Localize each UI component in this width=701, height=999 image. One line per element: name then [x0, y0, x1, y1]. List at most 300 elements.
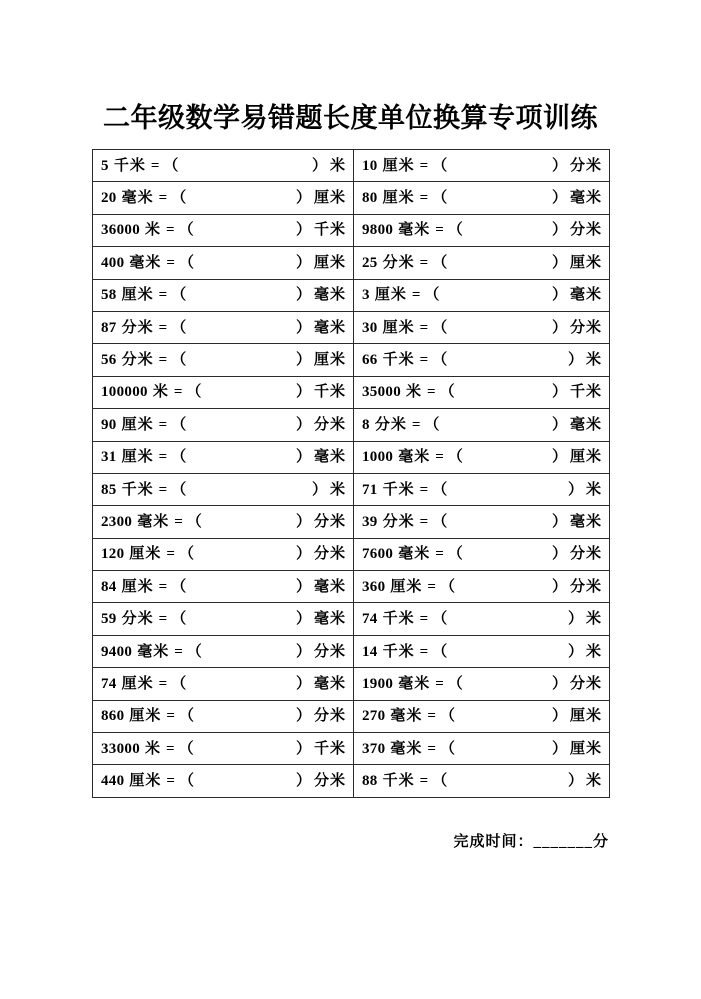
to-unit: 分米 [569, 578, 602, 595]
problem-value: 2300 [101, 513, 133, 530]
table-row [93, 733, 610, 765]
expression-head [101, 319, 186, 337]
problem-cell-left[interactable] [93, 344, 354, 376]
problem-cell-left[interactable] [93, 279, 354, 311]
expression-head [362, 740, 455, 758]
from-unit: 毫米 [398, 222, 431, 239]
expression-head [101, 513, 202, 531]
problem-cell-right[interactable] [354, 182, 610, 214]
problem-value: 59 [101, 611, 117, 628]
problem-expression [101, 643, 346, 661]
answer-blank-close-paren: ） [295, 416, 311, 433]
table-row [93, 473, 610, 505]
equals-sign: = [166, 773, 175, 790]
answer-blank-close-paren: ） [567, 773, 583, 790]
answer-blank-open-paren: （ [432, 254, 448, 271]
answer-blank-open-paren: （ [178, 708, 194, 725]
from-unit: 分米 [121, 611, 154, 628]
from-unit: 厘米 [390, 578, 423, 595]
problem-value: 10 [362, 157, 378, 174]
problem-value: 440 [101, 773, 125, 790]
expression-tail [552, 578, 602, 596]
answer-blank-open-paren: （ [439, 578, 455, 595]
to-unit: 厘米 [313, 190, 346, 207]
problem-cell-left[interactable] [93, 506, 354, 538]
problem-cell-left[interactable] [93, 635, 354, 667]
equals-sign: = [166, 708, 175, 725]
problem-cell-right[interactable] [354, 506, 610, 538]
problem-cell-right[interactable] [354, 441, 610, 473]
to-unit: 千米 [313, 222, 346, 239]
answer-blank-open-paren: （ [424, 287, 440, 304]
equals-sign: = [419, 190, 429, 207]
expression-tail [296, 610, 346, 628]
answer-blank-close-paren: ） [295, 708, 311, 725]
answer-blank-open-paren: （ [432, 643, 448, 660]
from-unit: 毫米 [398, 449, 431, 466]
expression-head [362, 545, 463, 563]
problem-cell-right[interactable] [354, 311, 610, 343]
answer-blank-open-paren: （ [171, 611, 187, 628]
equals-sign: = [435, 546, 444, 563]
equals-sign: = [174, 513, 183, 530]
table-row [93, 571, 610, 603]
answer-blank-open-paren: （ [171, 287, 187, 304]
answer-blank-open-paren: （ [186, 513, 202, 530]
problem-value: 9800 [362, 222, 394, 239]
expression-tail [568, 351, 602, 369]
problem-expression [101, 221, 346, 239]
problem-value: 35000 [362, 384, 401, 401]
equals-sign: = [166, 222, 175, 239]
to-unit: 毫米 [313, 449, 346, 466]
expression-head [362, 351, 447, 369]
expression-tail [296, 221, 346, 239]
expression-tail [296, 448, 346, 466]
problem-cell-left[interactable] [93, 700, 354, 732]
from-unit: 厘米 [382, 319, 415, 336]
expression-head [101, 772, 194, 790]
answer-blank-open-paren: （ [163, 157, 179, 174]
to-unit: 厘米 [313, 352, 346, 369]
answer-blank-close-paren: ） [551, 157, 567, 174]
expression-head [362, 416, 439, 434]
answer-blank-open-paren: （ [186, 384, 202, 401]
problem-cell-right[interactable] [354, 603, 610, 635]
problem-expression [362, 157, 602, 175]
problem-value: 74 [101, 675, 117, 692]
from-unit: 毫米 [390, 740, 423, 757]
problem-cell-left[interactable] [93, 311, 354, 343]
table-body [93, 150, 610, 798]
from-unit: 厘米 [382, 157, 415, 174]
table-row [93, 603, 610, 635]
problem-cell-left[interactable] [93, 441, 354, 473]
to-unit: 米 [585, 611, 602, 628]
from-unit: 米 [152, 384, 169, 401]
answer-blank-close-paren: ） [551, 708, 567, 725]
problem-cell-left[interactable] [93, 733, 354, 765]
answer-blank-close-paren: ） [295, 449, 311, 466]
from-unit: 厘米 [121, 578, 154, 595]
answer-blank-open-paren: （ [171, 578, 187, 595]
expression-tail [552, 383, 602, 401]
answer-blank-close-paren: ） [551, 254, 567, 271]
conversion-problem-table [92, 149, 610, 798]
expression-head [362, 643, 447, 661]
from-unit: 千米 [113, 157, 146, 174]
from-unit: 分米 [382, 513, 415, 530]
answer-blank-close-paren: ） [551, 190, 567, 207]
problem-expression [362, 351, 602, 369]
equals-sign: = [158, 481, 168, 498]
equals-sign: = [427, 578, 436, 595]
answer-blank-open-paren: （ [178, 254, 194, 271]
problem-expression [101, 189, 346, 207]
problem-cell-left[interactable] [93, 214, 354, 246]
answer-blank-close-paren: ） [295, 773, 311, 790]
problem-value: 20 [101, 190, 117, 207]
answer-blank-close-paren: ） [295, 740, 311, 757]
problem-expression [362, 513, 602, 531]
problem-cell-left[interactable] [93, 668, 354, 700]
answer-blank-open-paren: （ [432, 481, 448, 498]
table-row [93, 441, 610, 473]
equals-sign: = [427, 740, 436, 757]
equals-sign: = [435, 222, 444, 239]
table-row [93, 376, 610, 408]
problem-cell-right[interactable] [354, 279, 610, 311]
expression-tail [296, 643, 346, 661]
problem-value: 270 [362, 708, 386, 725]
problem-expression [362, 189, 602, 207]
answer-blank-close-paren: ） [551, 675, 567, 692]
problem-expression [101, 416, 346, 434]
to-unit: 分米 [569, 319, 602, 336]
problem-value: 30 [362, 319, 378, 336]
to-unit: 厘米 [569, 254, 602, 271]
table-row [93, 182, 610, 214]
expression-head [362, 513, 447, 531]
from-unit: 厘米 [129, 546, 162, 563]
from-unit: 米 [406, 384, 423, 401]
from-unit: 千米 [382, 481, 415, 498]
answer-blank-close-paren: ） [567, 352, 583, 369]
from-unit: 毫米 [137, 643, 170, 660]
problem-cell-right[interactable] [354, 150, 610, 182]
expression-head [101, 448, 186, 466]
expression-head [362, 319, 447, 337]
answer-blank-close-paren: ） [295, 287, 311, 304]
to-unit: 毫米 [569, 190, 602, 207]
answer-blank-open-paren: （ [447, 222, 463, 239]
expression-tail [296, 513, 346, 531]
answer-blank-close-paren: ） [551, 384, 567, 401]
expression-head [362, 675, 463, 693]
to-unit: 厘米 [569, 740, 602, 757]
problem-value: 87 [101, 319, 117, 336]
table-row [93, 409, 610, 441]
answer-blank-open-paren: （ [432, 773, 448, 790]
problem-expression [362, 221, 602, 239]
answer-blank-close-paren: ） [295, 546, 311, 563]
problem-cell-left[interactable] [93, 182, 354, 214]
problem-cell-left[interactable] [93, 765, 354, 797]
expression-head [362, 221, 463, 239]
problem-expression [362, 707, 602, 725]
answer-blank-open-paren: （ [439, 384, 455, 401]
problem-cell-right[interactable] [354, 733, 610, 765]
to-unit: 千米 [313, 384, 346, 401]
to-unit: 毫米 [569, 513, 602, 530]
problem-value: 31 [101, 449, 117, 466]
problem-expression [101, 545, 346, 563]
equals-sign: = [419, 513, 429, 530]
answer-blank-close-paren: ） [551, 222, 567, 239]
answer-blank-open-paren: （ [432, 157, 448, 174]
from-unit: 厘米 [129, 708, 162, 725]
problem-value: 74 [362, 611, 378, 628]
answer-blank-close-paren: ） [295, 222, 311, 239]
expression-tail [552, 254, 602, 272]
answer-blank-close-paren: ） [295, 675, 311, 692]
problem-cell-right[interactable] [354, 538, 610, 570]
equals-sign: = [411, 416, 421, 433]
problem-value: 1000 [362, 449, 394, 466]
equals-sign: = [435, 449, 444, 466]
to-unit: 分米 [569, 157, 602, 174]
expression-tail [552, 189, 602, 207]
table-row [93, 668, 610, 700]
answer-blank-open-paren: （ [447, 675, 463, 692]
from-unit: 毫米 [129, 254, 162, 271]
expression-head [101, 157, 178, 175]
to-unit: 厘米 [313, 254, 346, 271]
expression-tail [552, 221, 602, 239]
from-unit: 千米 [382, 611, 415, 628]
expression-tail [552, 675, 602, 693]
expression-tail [296, 772, 346, 790]
answer-blank-close-paren: ） [567, 643, 583, 660]
to-unit: 千米 [569, 384, 602, 401]
problem-expression [101, 351, 346, 369]
problem-cell-left[interactable] [93, 473, 354, 505]
problem-cell-left[interactable] [93, 247, 354, 279]
expression-head [362, 157, 447, 175]
from-unit: 千米 [382, 773, 415, 790]
answer-blank-open-paren: （ [171, 449, 187, 466]
equals-sign: = [158, 578, 168, 595]
problem-expression [362, 740, 602, 758]
problem-cell-right[interactable] [354, 635, 610, 667]
to-unit: 毫米 [313, 319, 346, 336]
answer-blank-open-paren: （ [432, 190, 448, 207]
expression-tail [296, 189, 346, 207]
equals-sign: = [427, 384, 436, 401]
problem-expression [362, 481, 602, 499]
answer-blank-open-paren: （ [171, 190, 187, 207]
answer-blank-close-paren: ） [551, 513, 567, 530]
expression-tail [296, 286, 346, 304]
problem-cell-right[interactable] [354, 247, 610, 279]
equals-sign: = [166, 740, 175, 757]
completion-time-note: 完成时间：_______分 [453, 834, 609, 850]
answer-blank-close-paren: ） [567, 481, 583, 498]
answer-blank-open-paren: （ [171, 416, 187, 433]
expression-head [101, 221, 194, 239]
answer-blank-close-paren: ） [311, 481, 327, 498]
answer-blank-close-paren: ） [295, 384, 311, 401]
problem-cell-right[interactable] [354, 668, 610, 700]
problem-value: 39 [362, 513, 378, 530]
answer-blank-close-paren: ） [551, 319, 567, 336]
problem-cell-left[interactable] [93, 376, 354, 408]
problem-cell-right[interactable] [354, 344, 610, 376]
equals-sign: = [419, 773, 429, 790]
from-unit: 厘米 [382, 190, 415, 207]
table-row [93, 506, 610, 538]
problem-cell-left[interactable] [93, 409, 354, 441]
expression-head [101, 707, 194, 725]
answer-blank-open-paren: （ [439, 708, 455, 725]
answer-blank-close-paren: ） [295, 190, 311, 207]
expression-tail [552, 319, 602, 337]
answer-blank-close-paren: ） [295, 254, 311, 271]
problem-cell-right[interactable] [354, 473, 610, 505]
equals-sign: = [419, 352, 429, 369]
answer-blank-open-paren: （ [178, 546, 194, 563]
expression-tail [296, 740, 346, 758]
answer-blank-close-paren: ） [311, 157, 327, 174]
answer-blank-open-paren: （ [424, 416, 440, 433]
problem-expression [101, 319, 346, 337]
answer-blank-close-paren: ） [551, 416, 567, 433]
problem-value: 85 [101, 481, 117, 498]
equals-sign: = [158, 675, 168, 692]
equals-sign: = [174, 643, 183, 660]
expression-head [101, 740, 194, 758]
expression-head [362, 772, 447, 790]
problem-cell-left[interactable] [93, 150, 354, 182]
problem-expression [362, 416, 602, 434]
to-unit: 米 [585, 352, 602, 369]
answer-blank-close-paren: ） [551, 546, 567, 563]
problem-cell-left[interactable] [93, 538, 354, 570]
expression-tail [312, 157, 346, 175]
expression-head [362, 481, 447, 499]
problem-expression [362, 578, 602, 596]
expression-head [101, 189, 186, 207]
answer-blank-open-paren: （ [178, 222, 194, 239]
from-unit: 毫米 [137, 513, 170, 530]
problem-expression [101, 157, 346, 175]
problem-cell-right[interactable] [354, 765, 610, 797]
to-unit: 分米 [313, 546, 346, 563]
problem-cell-right[interactable] [354, 571, 610, 603]
answer-blank-close-paren: ） [295, 352, 311, 369]
to-unit: 分米 [569, 222, 602, 239]
problem-value: 5 [101, 157, 109, 174]
to-unit: 毫米 [569, 287, 602, 304]
expression-head [101, 643, 202, 661]
table-row [93, 344, 610, 376]
problem-expression [362, 610, 602, 628]
problem-value: 36000 [101, 222, 140, 239]
problem-value: 88 [362, 773, 378, 790]
from-unit: 千米 [382, 352, 415, 369]
to-unit: 毫米 [313, 611, 346, 628]
problem-cell-left[interactable] [93, 571, 354, 603]
table-row [93, 700, 610, 732]
to-unit: 毫米 [313, 578, 346, 595]
problem-cell-right[interactable] [354, 376, 610, 408]
equals-sign: = [166, 254, 175, 271]
problem-cell-right[interactable] [354, 700, 610, 732]
from-unit: 厘米 [121, 675, 154, 692]
answer-blank-open-paren: （ [171, 675, 187, 692]
problem-cell-left[interactable] [93, 603, 354, 635]
equals-sign: = [419, 254, 429, 271]
answer-blank-open-paren: （ [432, 352, 448, 369]
problem-value: 90 [101, 416, 117, 433]
problem-value: 360 [362, 578, 386, 595]
equals-sign: = [435, 675, 444, 692]
equals-sign: = [411, 287, 421, 304]
table-row [93, 214, 610, 246]
table-row [93, 279, 610, 311]
to-unit: 千米 [313, 740, 346, 757]
expression-tail [296, 383, 346, 401]
equals-sign: = [158, 449, 168, 466]
equals-sign: = [419, 319, 429, 336]
expression-head [362, 254, 447, 272]
answer-blank-close-paren: ） [295, 578, 311, 595]
answer-blank-close-paren: ） [567, 611, 583, 628]
problem-cell-right[interactable] [354, 214, 610, 246]
from-unit: 毫米 [398, 675, 431, 692]
from-unit: 厘米 [121, 449, 154, 466]
problem-value: 56 [101, 352, 117, 369]
expression-tail [568, 772, 602, 790]
answer-blank-open-paren: （ [447, 546, 463, 563]
expression-tail [568, 643, 602, 661]
from-unit: 厘米 [129, 773, 162, 790]
to-unit: 分米 [313, 643, 346, 660]
problem-cell-right[interactable] [354, 409, 610, 441]
equals-sign: = [419, 611, 429, 628]
problem-value: 14 [362, 643, 378, 660]
expression-tail [568, 610, 602, 628]
table-row [93, 150, 610, 182]
equals-sign: = [419, 157, 429, 174]
problem-expression [101, 448, 346, 466]
problem-expression [362, 772, 602, 790]
expression-head [101, 383, 201, 401]
answer-blank-close-paren: ） [551, 449, 567, 466]
problem-value: 120 [101, 546, 125, 563]
equals-sign: = [419, 481, 429, 498]
expression-tail [552, 286, 602, 304]
problem-value: 9400 [101, 643, 133, 660]
expression-tail [552, 157, 602, 175]
to-unit: 分米 [569, 675, 602, 692]
problem-expression [101, 481, 346, 499]
expression-head [362, 610, 447, 628]
expression-head [101, 286, 186, 304]
expression-head [101, 351, 186, 369]
expression-tail [552, 545, 602, 563]
from-unit: 米 [145, 740, 162, 757]
